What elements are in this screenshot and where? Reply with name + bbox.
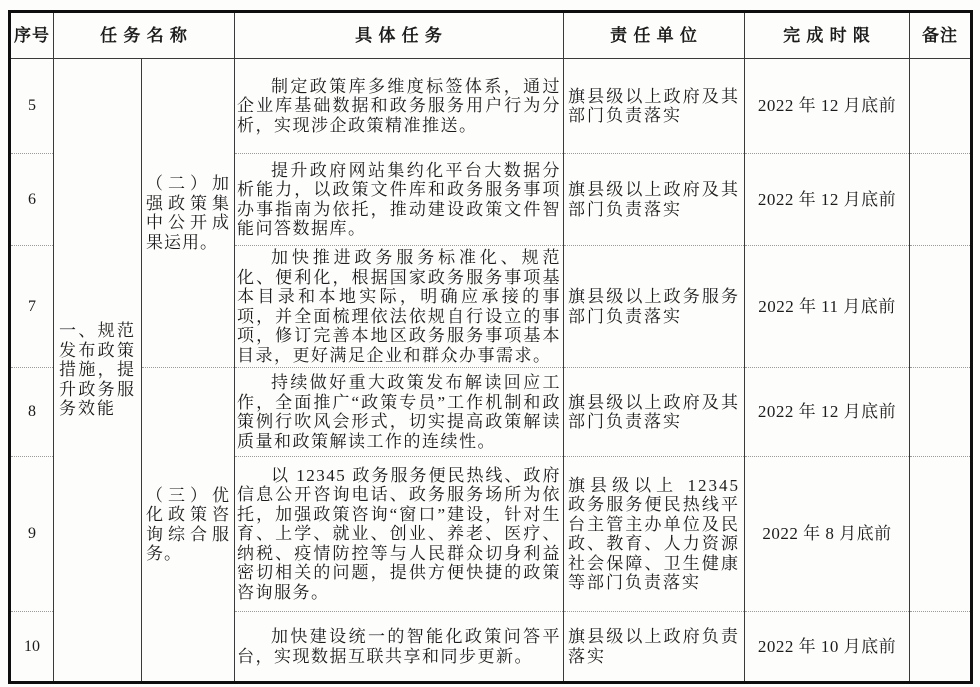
header-task-name: 任 务 名 称 <box>54 12 235 59</box>
table-row-5 <box>10 59 972 154</box>
header-task-detail: 具 体 任 务 <box>235 12 564 59</box>
responsible-unit-cell: 旗县级以上政府及其部门负责落实 <box>564 59 745 154</box>
remark-cell <box>910 246 972 368</box>
row-number-cell: 5 <box>10 59 54 154</box>
task-detail-cell: 加快推进政务服务标准化、规范化、便利化，根据国家政务服务事项基本目录和本地实际，明确应承接的事项，并全面梳理依法依规自行设立的事项，修订完善本地区政务服务事项基本目录，更好满足企业和群众办事需求。 <box>235 246 564 368</box>
remark-cell <box>910 59 972 154</box>
task-subgroup-cell-2: （二）加强政策集中公开成果运用。 <box>142 59 235 368</box>
responsible-unit-cell: 旗县级以上 12345 政务服务便民热线平台主管主办单位及民政、教育、人力资源社会保障、卫生健康等部门负责落实 <box>564 457 745 612</box>
row-number-cell: 7 <box>10 246 54 368</box>
task-detail-cell: 以 12345 政务服务便民热线、政府信息公开咨询电话、政务服务场所为依托，加强政策咨询“窗口”建设，针对生育、上学、就业、创业、养老、医疗、纳税、疫情防控等与人民群众切身利益密切相关的问题，提供方便快捷的政策咨询服务。 <box>235 457 564 612</box>
task-group-cell: 一、规范发布政策措施，提升政务服务效能 <box>54 59 142 683</box>
table-header-row <box>10 12 972 59</box>
deadline-cell: 2022 年 12 月底前 <box>745 59 910 154</box>
responsible-unit-cell: 旗县级以上政府负责落实 <box>564 612 745 683</box>
header-unit: 责 任 单 位 <box>564 12 745 59</box>
deadline-cell: 2022 年 10 月底前 <box>745 612 910 683</box>
responsible-unit-cell: 旗县级以上政府及其部门负责落实 <box>564 154 745 246</box>
remark-cell <box>910 154 972 246</box>
header-remark: 备注 <box>910 12 972 59</box>
task-detail-cell: 制定政策库多维度标签体系，通过企业库基础数据和政务服务用户行为分析，实现涉企政策精准推送。 <box>235 59 564 154</box>
task-schedule-table <box>8 10 973 684</box>
remark-cell <box>910 457 972 612</box>
header-deadline: 完 成 时 限 <box>745 12 910 59</box>
row-number-cell: 10 <box>10 612 54 683</box>
task-detail-cell: 持续做好重大政策发布解读回应工作，全面推广“政策专员”工作机制和政策例行吹风会形式，切实提高政策解读质量和政策解读工作的连续性。 <box>235 368 564 457</box>
table-row-8 <box>10 368 972 457</box>
deadline-cell: 2022 年 8 月底前 <box>745 457 910 612</box>
remark-cell <box>910 612 972 683</box>
row-number-cell: 6 <box>10 154 54 246</box>
deadline-cell: 2022 年 12 月底前 <box>745 154 910 246</box>
responsible-unit-cell: 旗县级以上政府及其部门负责落实 <box>564 368 745 457</box>
task-detail-cell: 提升政府网站集约化平台大数据分析能力，以政策文件库和政务服务事项办事指南为依托，推动建设政策文件智能问答数据库。 <box>235 154 564 246</box>
task-detail-cell: 加快建设统一的智能化政策问答平台，实现数据互联共享和同步更新。 <box>235 612 564 683</box>
row-number-cell: 8 <box>10 368 54 457</box>
row-number-cell: 9 <box>10 457 54 612</box>
deadline-cell: 2022 年 12 月底前 <box>745 368 910 457</box>
remark-cell <box>910 368 972 457</box>
responsible-unit-cell: 旗县级以上政务服务部门负责落实 <box>564 246 745 368</box>
deadline-cell: 2022 年 11 月底前 <box>745 246 910 368</box>
task-subgroup-cell-3: （三）优化政策咨询综合服务。 <box>142 368 235 683</box>
header-no: 序号 <box>10 12 54 59</box>
